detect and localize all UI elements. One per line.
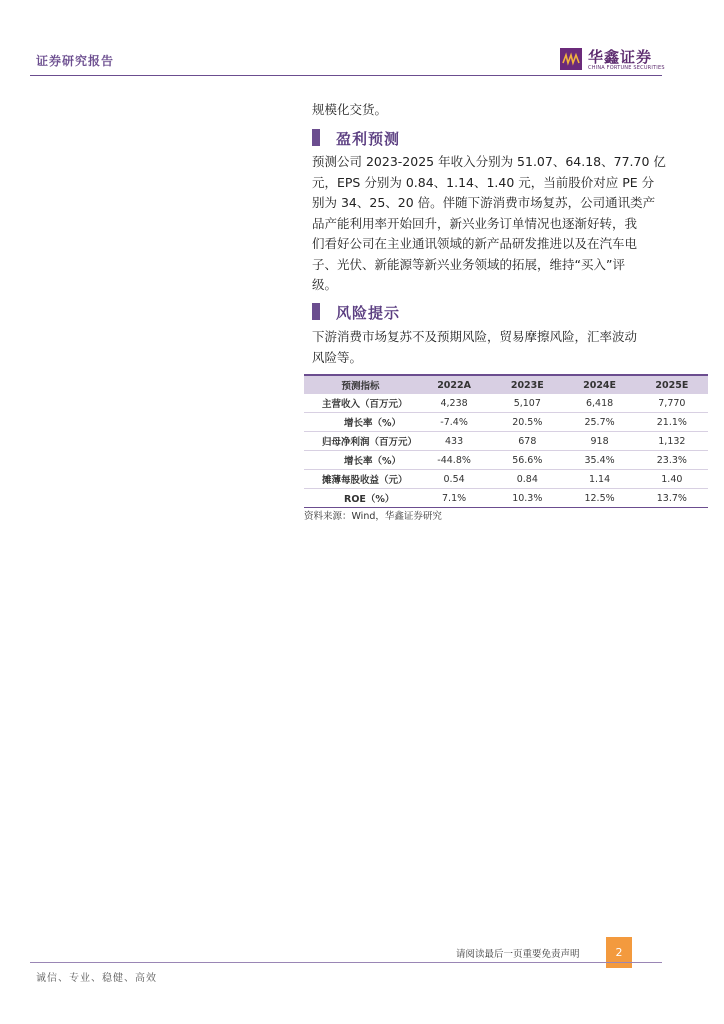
table-cell: 918 bbox=[590, 435, 609, 447]
company-logo bbox=[560, 48, 665, 74]
table-cell: 433 bbox=[445, 435, 464, 447]
row-label: 增长率（%） bbox=[344, 418, 402, 429]
table-row bbox=[304, 394, 708, 413]
table-cell: 1.40 bbox=[661, 473, 683, 485]
profit-forecast-line: 预测公司 2023-2025 年收入分别为 51.07、64.18、77.70 亿 bbox=[312, 154, 666, 169]
table-header-cell: 2022A bbox=[417, 375, 491, 394]
table-cell: -7.4% bbox=[440, 416, 468, 428]
table-row bbox=[304, 432, 708, 451]
section-marker bbox=[312, 129, 320, 146]
table-row bbox=[304, 489, 708, 508]
report-type-label: 证券研究报告 bbox=[36, 54, 115, 68]
table-cell: 4,238 bbox=[440, 397, 468, 409]
row-label: 归母净利润（百万元） bbox=[322, 437, 418, 448]
logo-mark-icon bbox=[560, 48, 582, 70]
table-header-cell: 2024E bbox=[563, 375, 635, 394]
footer-divider bbox=[30, 962, 662, 963]
table-cell: -44.8% bbox=[437, 454, 471, 466]
table-cell: 23.3% bbox=[656, 454, 687, 466]
table-header-cell: 2025E bbox=[636, 375, 708, 394]
profit-forecast-line: 别为 34、25、20 倍。伴随下游消费市场复苏，公司通讯类产 bbox=[312, 195, 656, 210]
table-cell: 10.3% bbox=[512, 492, 543, 504]
table-cell: 678 bbox=[518, 435, 537, 447]
table-cell: 1,132 bbox=[658, 435, 686, 447]
profit-forecast-line: 品产能利用率开始回升，新兴业务订单情况也逐渐好转，我 bbox=[312, 215, 638, 231]
table-cell: 20.5% bbox=[512, 416, 543, 428]
table-header-cell: 2023E bbox=[491, 375, 563, 394]
table-row bbox=[304, 451, 708, 470]
table-cell: 21.1% bbox=[656, 416, 687, 428]
table-cell: 35.4% bbox=[584, 454, 615, 466]
section-marker bbox=[312, 303, 320, 320]
row-label: ROE（%） bbox=[344, 494, 395, 505]
row-label: 摊薄每股收益（元） bbox=[322, 475, 408, 486]
table-cell: 0.54 bbox=[443, 473, 465, 485]
logo-name-cn: 华鑫证券 bbox=[588, 48, 653, 66]
table-cell: 6,418 bbox=[585, 397, 614, 409]
risk-heading bbox=[312, 302, 512, 322]
page-number-badge: 2 bbox=[606, 937, 632, 968]
risk-line: 下游消费市场复苏不及预期风险，贸易摩擦风险，汇率波动 bbox=[312, 329, 638, 344]
table-header-cell: 预测指标 bbox=[304, 375, 417, 394]
source-note: 资料来源：Wind，华鑫证券研究 bbox=[304, 511, 442, 522]
footer-motto: 诚信、专业、稳健、高效 bbox=[36, 973, 157, 984]
table-cell: 12.5% bbox=[584, 492, 615, 504]
header-divider bbox=[30, 75, 662, 76]
profit-forecast-title: 盈利预测 bbox=[336, 130, 401, 148]
profit-forecast-heading bbox=[312, 128, 512, 148]
disclaimer-link[interactable]: 请阅读最后一页重要免责声明 bbox=[456, 949, 580, 960]
row-label: 主营收入（百万元） bbox=[322, 399, 408, 410]
table-cell: 56.6% bbox=[512, 454, 543, 466]
table-cell: 7,770 bbox=[658, 397, 686, 409]
profit-forecast-line: 子、光伏、新能源等新兴业务领域的拓展，维持“买入”评 bbox=[312, 256, 625, 272]
table-cell: 5,107 bbox=[513, 397, 541, 409]
table-cell: 13.7% bbox=[656, 492, 687, 504]
table-cell: 0.84 bbox=[516, 473, 538, 485]
table-cell: 7.1% bbox=[442, 492, 467, 504]
risk-body bbox=[312, 327, 708, 368]
table-row bbox=[304, 413, 708, 432]
intro-tail-text: 规模化交货。 bbox=[312, 102, 388, 117]
logo-name-en: CHINA FORTUNE SECURITIES bbox=[588, 65, 665, 71]
risk-line: 风险等。 bbox=[312, 349, 363, 365]
profit-forecast-line: 元，EPS 分别为 0.84、1.14、1.40 元，当前股价对应 PE 分 bbox=[312, 174, 655, 190]
table-cell: 25.7% bbox=[584, 416, 615, 428]
profit-forecast-body bbox=[312, 152, 708, 296]
profit-forecast-line: 级。 bbox=[312, 277, 338, 292]
profit-forecast-line: 们看好公司在主业通讯领域的新产品研发推进以及在汽车电 bbox=[312, 236, 638, 251]
table-header-row bbox=[304, 375, 708, 394]
risk-title: 风险提示 bbox=[336, 304, 401, 322]
table-cell: 1.14 bbox=[588, 473, 611, 485]
row-label: 增长率（%） bbox=[344, 456, 402, 467]
forecast-table bbox=[304, 374, 708, 508]
table-row bbox=[304, 470, 708, 489]
